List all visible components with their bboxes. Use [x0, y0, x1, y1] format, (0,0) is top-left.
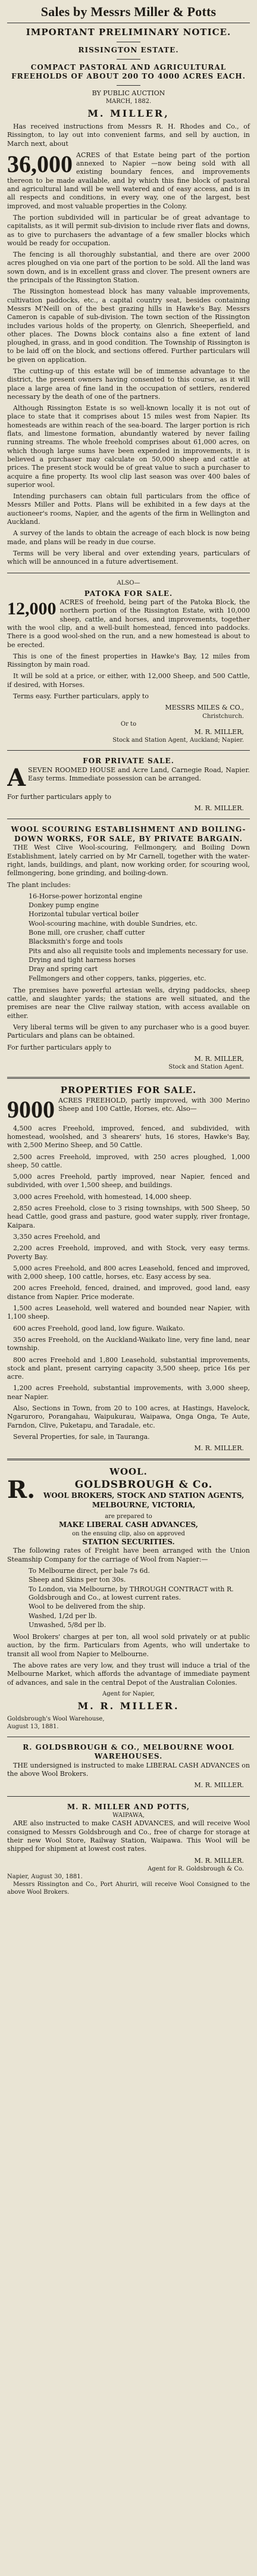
- advances-heading: MAKE LIBERAL CASH ADVANCES,: [59, 1520, 198, 1529]
- notice-heading: R. GOLDSBROUGH & CO., MELBOURNE WOOL WAREHOUSES.: [23, 1743, 234, 1761]
- paragraph: The fencing is all thoroughly substantial, and there are over 2000 acres ploughed on via one part of the portion to be sold. All the land was sown down, and is in excellent grass and clover. The present owners are the principals of the Rissington Station.: [7, 251, 250, 285]
- notice-properties: [7, 1085, 250, 1453]
- also-label: ALSO—: [117, 579, 140, 586]
- property-item: 1,200 acres Freehold, substantial improvements, with 3,000 sheep, near Napier.: [7, 1384, 250, 1401]
- lead-paragraph: [7, 598, 250, 650]
- station-heading: STATION SECURITIES.: [82, 1537, 175, 1546]
- list-item: Wool-scouring machine, with double Sundries, etc.: [29, 919, 198, 928]
- divider: [7, 1796, 250, 1797]
- paragraph: THE West Clive Wool-scouring, Fellmongery, and Boiling Down Establishment, lately carried on by Mr Carnell, together with the water-right, lands, buildings, and plant, now working order, for scouring wool, fellmongering, bone grinding, and boiling-down.: [7, 844, 250, 878]
- signature-role: Stock and Station Agent.: [168, 1064, 244, 1071]
- plant-list: [29, 892, 250, 983]
- paragraph: The premises have powerful artesian wells, drying paddocks, sheep cattle, and slaughter yards; the stations are well situated, and the premises are near the Clive railway station, with access available on either.: [7, 986, 250, 1020]
- lead-paragraph: [7, 151, 250, 211]
- auctioneer-name: M. MILLER,: [87, 108, 170, 120]
- notice-goldsbrough: [7, 1743, 250, 1790]
- paragraph: The above rates are very low, and they trust will induce a trial of the Melbourne Market, which affords the advantage of immediate payment of advances, and sale in the central Depot of the Australian Colonies.: [7, 1662, 250, 1687]
- notice-subheading: COMPACT PASTORAL AND AGRICULTURAL FREEHOLDS OF ABOUT 200 TO 4000 ACRES EACH.: [11, 63, 246, 81]
- firm-name: MESSRS MILES & CO.,: [165, 704, 244, 712]
- lead-paragraph: [7, 1097, 250, 1122]
- notice-date: Napier, August 30, 1881.: [7, 1873, 83, 1880]
- property-item: 600 acres Freehold, good land, low figure. Waikato.: [13, 1324, 185, 1332]
- lead-text: ACRES of that Estate being part of the portion annexed to Napier —now being sold with all existing boundary fences, and improvements thereon to be made available, and by which this fine block of pastoral and agricultural land will be well watered and of easy access, and is in all respects and conditions, in every way, one of the largest, best improved, and most valuable properties in the Colony.: [7, 151, 250, 210]
- notice-wool-scouring: [7, 825, 250, 1071]
- place-line: WAIPAWA,: [112, 1812, 145, 1819]
- paragraph: Terms easy. Further particulars, apply to: [13, 692, 149, 701]
- masthead: Sales by Messrs Miller & Potts: [7, 4, 250, 23]
- auction-line: BY PUBLIC AUCTION: [92, 89, 165, 97]
- list-intro: The plant includes:: [7, 880, 71, 889]
- agent-role: Stock and Station Agent, Auckland; Napier.: [112, 736, 244, 744]
- agent-name: M. R. MILLER.: [77, 1700, 180, 1712]
- notice-heading: PATOKA FOR SALE.: [84, 589, 173, 598]
- paragraph: Terms will be very liberal and over extending years, particulars of which will be announced in a future advertisement.: [7, 549, 250, 566]
- paragraph: The portion subdivided will in particular be of great advantage to capitalists, as it will permit sub-division to include river flats and downs, as to give to purchasers the advantage of a few smaller blocks which would be ready for occupation.: [7, 213, 250, 247]
- paragraph: For further particulars apply to: [7, 792, 112, 801]
- lead-text: SEVEN ROOMED HOUSE and Acre Land, Carnegie Road, Napier. Easy terms. Immediate possession can be arranged.: [28, 766, 250, 782]
- acreage-figure: 12,000: [7, 599, 57, 619]
- property-item: Also, Sections in Town, from 20 to 100 acres, at Hastings, Havelock, Ngaruroro, Porangahau, Waipukurau, Waipawa, Onga Onga, Te Aute, Farndon, Clive, Puketapu, and Taradale, etc.: [7, 1404, 250, 1429]
- paragraph: Wool Brokers' charges at per ton, all wool sold privately or at public auction, by the firm. Particulars from Agents, who will undertake to transit all wool from Napier to Melbourne.: [7, 1633, 250, 1658]
- list-item: Drying and tight harness horses: [29, 956, 136, 964]
- paragraph: For further particulars apply to: [7, 1043, 112, 1051]
- firm-name: GOLDSBROUGH & Co.: [74, 1478, 213, 1491]
- notice-private-sale: [7, 757, 250, 813]
- signature: M. R. MILLER.: [194, 1444, 244, 1453]
- paragraph: Very liberal terms will be given to any purchaser who is a good buyer. Particulars and plans can be obtained.: [7, 1023, 250, 1040]
- signature: M. R. MILLER.: [194, 1856, 244, 1865]
- paragraph: ARE also instructed to make CASH ADVANCES, and will receive Wool consigned to Messrs Goldsbrough and Co., free of charge for storage at their new Wool Store, Railway Station, Waipawa. This Wool will be shipped for shipment at lowest cost rates.: [7, 1819, 250, 1853]
- firm-place: Christchurch.: [202, 713, 244, 720]
- property-item: 800 acres Freehold and 1,800 Leasehold, substantial improvements, stock and plant, present carrying capacity 3,500 sheep, price 16s per acre.: [7, 1356, 250, 1381]
- estate-title: RISSINGTON ESTATE.: [78, 46, 179, 55]
- paragraph: It will be sold at a price, or either, with 12,000 Sheep, and 500 Cattle, if desired, with Horses.: [7, 672, 250, 689]
- paragraph: The cutting-up of this estate will be of immense advantage to the district, the present owners having consented to this course, as it will place a large area of fine land in the occupation of settlers, rendered necessary by the death of one of the partners.: [7, 367, 250, 401]
- signature: M. R. MILLER.: [194, 1781, 244, 1790]
- list-item: Horizontal tubular vertical boiler: [29, 910, 139, 919]
- agent-office: Goldsbrough's Wool Warehouse,: [7, 1715, 105, 1722]
- paragraph: The following rates of Freight have been arranged with the Union Steamship Company for the carriage of Wool from Napier:—: [7, 1547, 250, 1563]
- acreage-figure: 9000: [7, 1096, 55, 1122]
- divider: [7, 1077, 250, 1079]
- notice-heading: FOR PRIVATE SALE.: [83, 756, 174, 765]
- notice-rissington: [7, 27, 250, 567]
- list-item: 16-Horse-power horizontal engine: [29, 892, 143, 900]
- agent-date: August 13, 1881.: [7, 1723, 59, 1730]
- list-item: Blacksmith's forge and tools: [29, 938, 123, 946]
- list-item: Donkey pump engine: [29, 901, 99, 910]
- auction-date: MARCH, 1882.: [105, 98, 152, 105]
- paragraph: The Rissington homestead block has many valuable improvements, cultivation paddocks, etc., a capital country seat, besides containing Messrs M'Neill on of the best grazing hills in Hawke's Bay. Messrs Cameron is capable of sub-division. The town section of the Rissington includes various holds of the property, on Glenrich, Sheeperfield, and other places. The Downs block contains also a fine extent of land ploughed, in grass, and in good condition. The Township of Rissington is to be laid off on the block, and sections offered. Further particulars will be given on application.: [7, 288, 250, 364]
- signature: M. R. MILLER.: [194, 804, 244, 812]
- firm-line: WOOL BROKERS, STOCK AND STATION AGENTS, MELBOURNE, VICTORIA,: [43, 1491, 245, 1509]
- paragraph: A survey of the lands to obtain the acreage of each block is now being made, and plans will be ready in due course.: [7, 529, 250, 546]
- notice-heading: IMPORTANT PRELIMINARY NOTICE.: [26, 26, 231, 38]
- list-item: Bone mill, ore crusher, chaff cutter: [29, 929, 145, 937]
- notice-wool: [7, 1466, 250, 1730]
- rate-item: To London, via Melbourne, by THROUGH CONTRACT with R. Goldsbrough and Co., at lowest current rates.: [29, 1585, 234, 1601]
- divider: [7, 1459, 250, 1460]
- or-line: Or to: [120, 720, 137, 727]
- property-item: 5,000 acres Freehold, partly improved, near Napier, fenced and subdivided, with over 1,500 sheep, and buildings.: [7, 1173, 250, 1189]
- rate-item: Washed, 1/2d per lb.: [29, 1612, 97, 1620]
- notice-waipawa: [7, 1803, 250, 1896]
- rate-item: Sheep and Skins per ton 30s.: [29, 1576, 126, 1584]
- property-item: 1,500 acres Leasehold, well watered and bounded near Napier, with 1,100 sheep.: [7, 1304, 250, 1321]
- agent-intro: Agent for Napier,: [102, 1690, 155, 1697]
- firm-block: [7, 1478, 250, 1510]
- property-item: 5,000 acres Freehold, and 800 acres Leasehold, fenced and improved, with 2,000 sheep, 100 cattle, horses, etc. Easy access by sea.: [7, 1264, 250, 1281]
- divider: [7, 750, 250, 751]
- divider: [117, 85, 140, 86]
- property-item: 3,000 acres Freehold, with homestead, 14,000 sheep.: [13, 1192, 192, 1201]
- lead-text: ACRES FREEHOLD, partly improved, with 300 Merino Sheep and 100 Cattle, Horses, etc. Also—: [58, 1096, 250, 1113]
- rate-item: Unwashed, 5/8d per lb.: [29, 1620, 106, 1629]
- rates-list: [29, 1567, 250, 1629]
- notice-heading: WOOL SCOURING ESTABLISHMENT AND BOILING-DOWN WORKS, FOR SALE, BY PRIVATE BARGAIN.: [11, 825, 246, 843]
- property-item: 200 acres Freehold, fenced, drained, and improved, good land, easy distance from Napier. Price moderate.: [7, 1284, 250, 1301]
- rate-item: To Melbourne direct, per bale 7s 6d.: [29, 1567, 150, 1575]
- notice-heading: M. R. MILLER AND POTTS,: [67, 1802, 190, 1811]
- clip-line: on the ensuing clip, also on approved: [72, 1530, 185, 1537]
- property-item: 4,500 acres Freehold, improved, fenced, and subdivided, with homestead, woolshed, and 3 shearers' huts, 16 stores, Hawke's Bay, with 2,500 Merino Sheep, and 50 Cattle.: [7, 1124, 250, 1150]
- paragraph: Intending purchasers can obtain full particulars from the office of Messrs Miller and Potts. Plans will be exhibited in a few days at the auctioneer's rooms, Napier, and the agents of the firm in Wellington and Auckland.: [7, 492, 250, 526]
- agent-name: M. R. MILLER,: [194, 727, 244, 736]
- property-item: 2,200 acres Freehold, improved, and with Stock, very easy terms. Poverty Bay.: [7, 1244, 250, 1261]
- lead-paragraph: [7, 766, 250, 790]
- paragraph: This is one of the finest properties in Hawke's Bay, 12 miles from Rissington by main road.: [7, 652, 250, 669]
- drop-cap: A: [7, 766, 26, 790]
- lead-text: ACRES of freehold, being part of the Patoka Block, the northern portion of the Rissington Estate, with 10,000 sheep, cattle, and horses, and improvements, together with the wool clip, and a well-built homestead, fenced into paddocks. There is a good wool-shed on the run, and a new homestead is about to be erected.: [7, 598, 250, 649]
- notice-patoka: [7, 579, 250, 744]
- notice-heading: WOOL.: [109, 1466, 148, 1478]
- list-item: Pits and also all requisite tools and implements necessary for use.: [29, 947, 248, 955]
- property-item: 2,850 acres Freehold, close to 3 rising townships, with 500 Sheep, 50 head Cattle, good grass and pasture, good water supply, river frontage, Kaipara.: [7, 1204, 250, 1229]
- divider: [117, 59, 140, 60]
- property-item: 3,350 acres Freehold, and: [13, 1232, 101, 1241]
- paragraph: Although Rissington Estate is so well-known locally it is not out of place to state that it comprises about 15 miles west from Napier. Its homesteads are within reach of the sea-board. The larger portion is rich flats, and limestone formation, abundantly watered by never failing running streams. The whole freehold comprises about 61,000 acres, on which though large sums have been expended in improvements, it is believed a purchaser may calculate on 50,000 sheep and cattle at prices. The present stock would be of great value to such a purchaser to acquire a fine property. Its wool clip last season was over 400 bales of superior wool.: [7, 404, 250, 489]
- paragraph: Has received instructions from Messrs R. H. Rhodes and Co., of Rissington, to lay out into convenient farms, and sell by auction, in March next, about: [7, 122, 250, 148]
- property-item: 350 acres Freehold, on the Auckland-Waikato line, very fine land, near township.: [7, 1335, 250, 1353]
- signature: M. R. MILLER,: [194, 1054, 244, 1063]
- notice-heading: PROPERTIES FOR SALE.: [60, 1085, 197, 1096]
- list-item: Fellmongers and other coppers, tanks, piggeries, etc.: [29, 974, 206, 982]
- property-item: Several Properties, for sale, in Tauranga.: [13, 1432, 150, 1441]
- paragraph: THE undersigned is instructed to make LIBERAL CASH ADVANCES on the above Wool Brokers.: [7, 1761, 250, 1778]
- property-item: 2,500 acres Freehold, improved, with 250 acres ploughed, 1,000 sheep, 50 cattle.: [7, 1153, 250, 1169]
- signature-role: Agent for R. Goldsbrough & Co.: [148, 1865, 244, 1872]
- drop-cap: R.: [7, 1478, 36, 1504]
- list-item: Dray and spring cart: [29, 965, 98, 973]
- prepared-line: are prepared to: [105, 1513, 152, 1520]
- rate-item: Wool to be delivered from the ship.: [29, 1603, 146, 1611]
- acreage-figure: 36,000: [7, 151, 73, 177]
- footer-paragraph: Messrs Rissington and Co., Port Ahuriri, will receive Wool Consigned to the above Wool Brokers.: [7, 1881, 250, 1896]
